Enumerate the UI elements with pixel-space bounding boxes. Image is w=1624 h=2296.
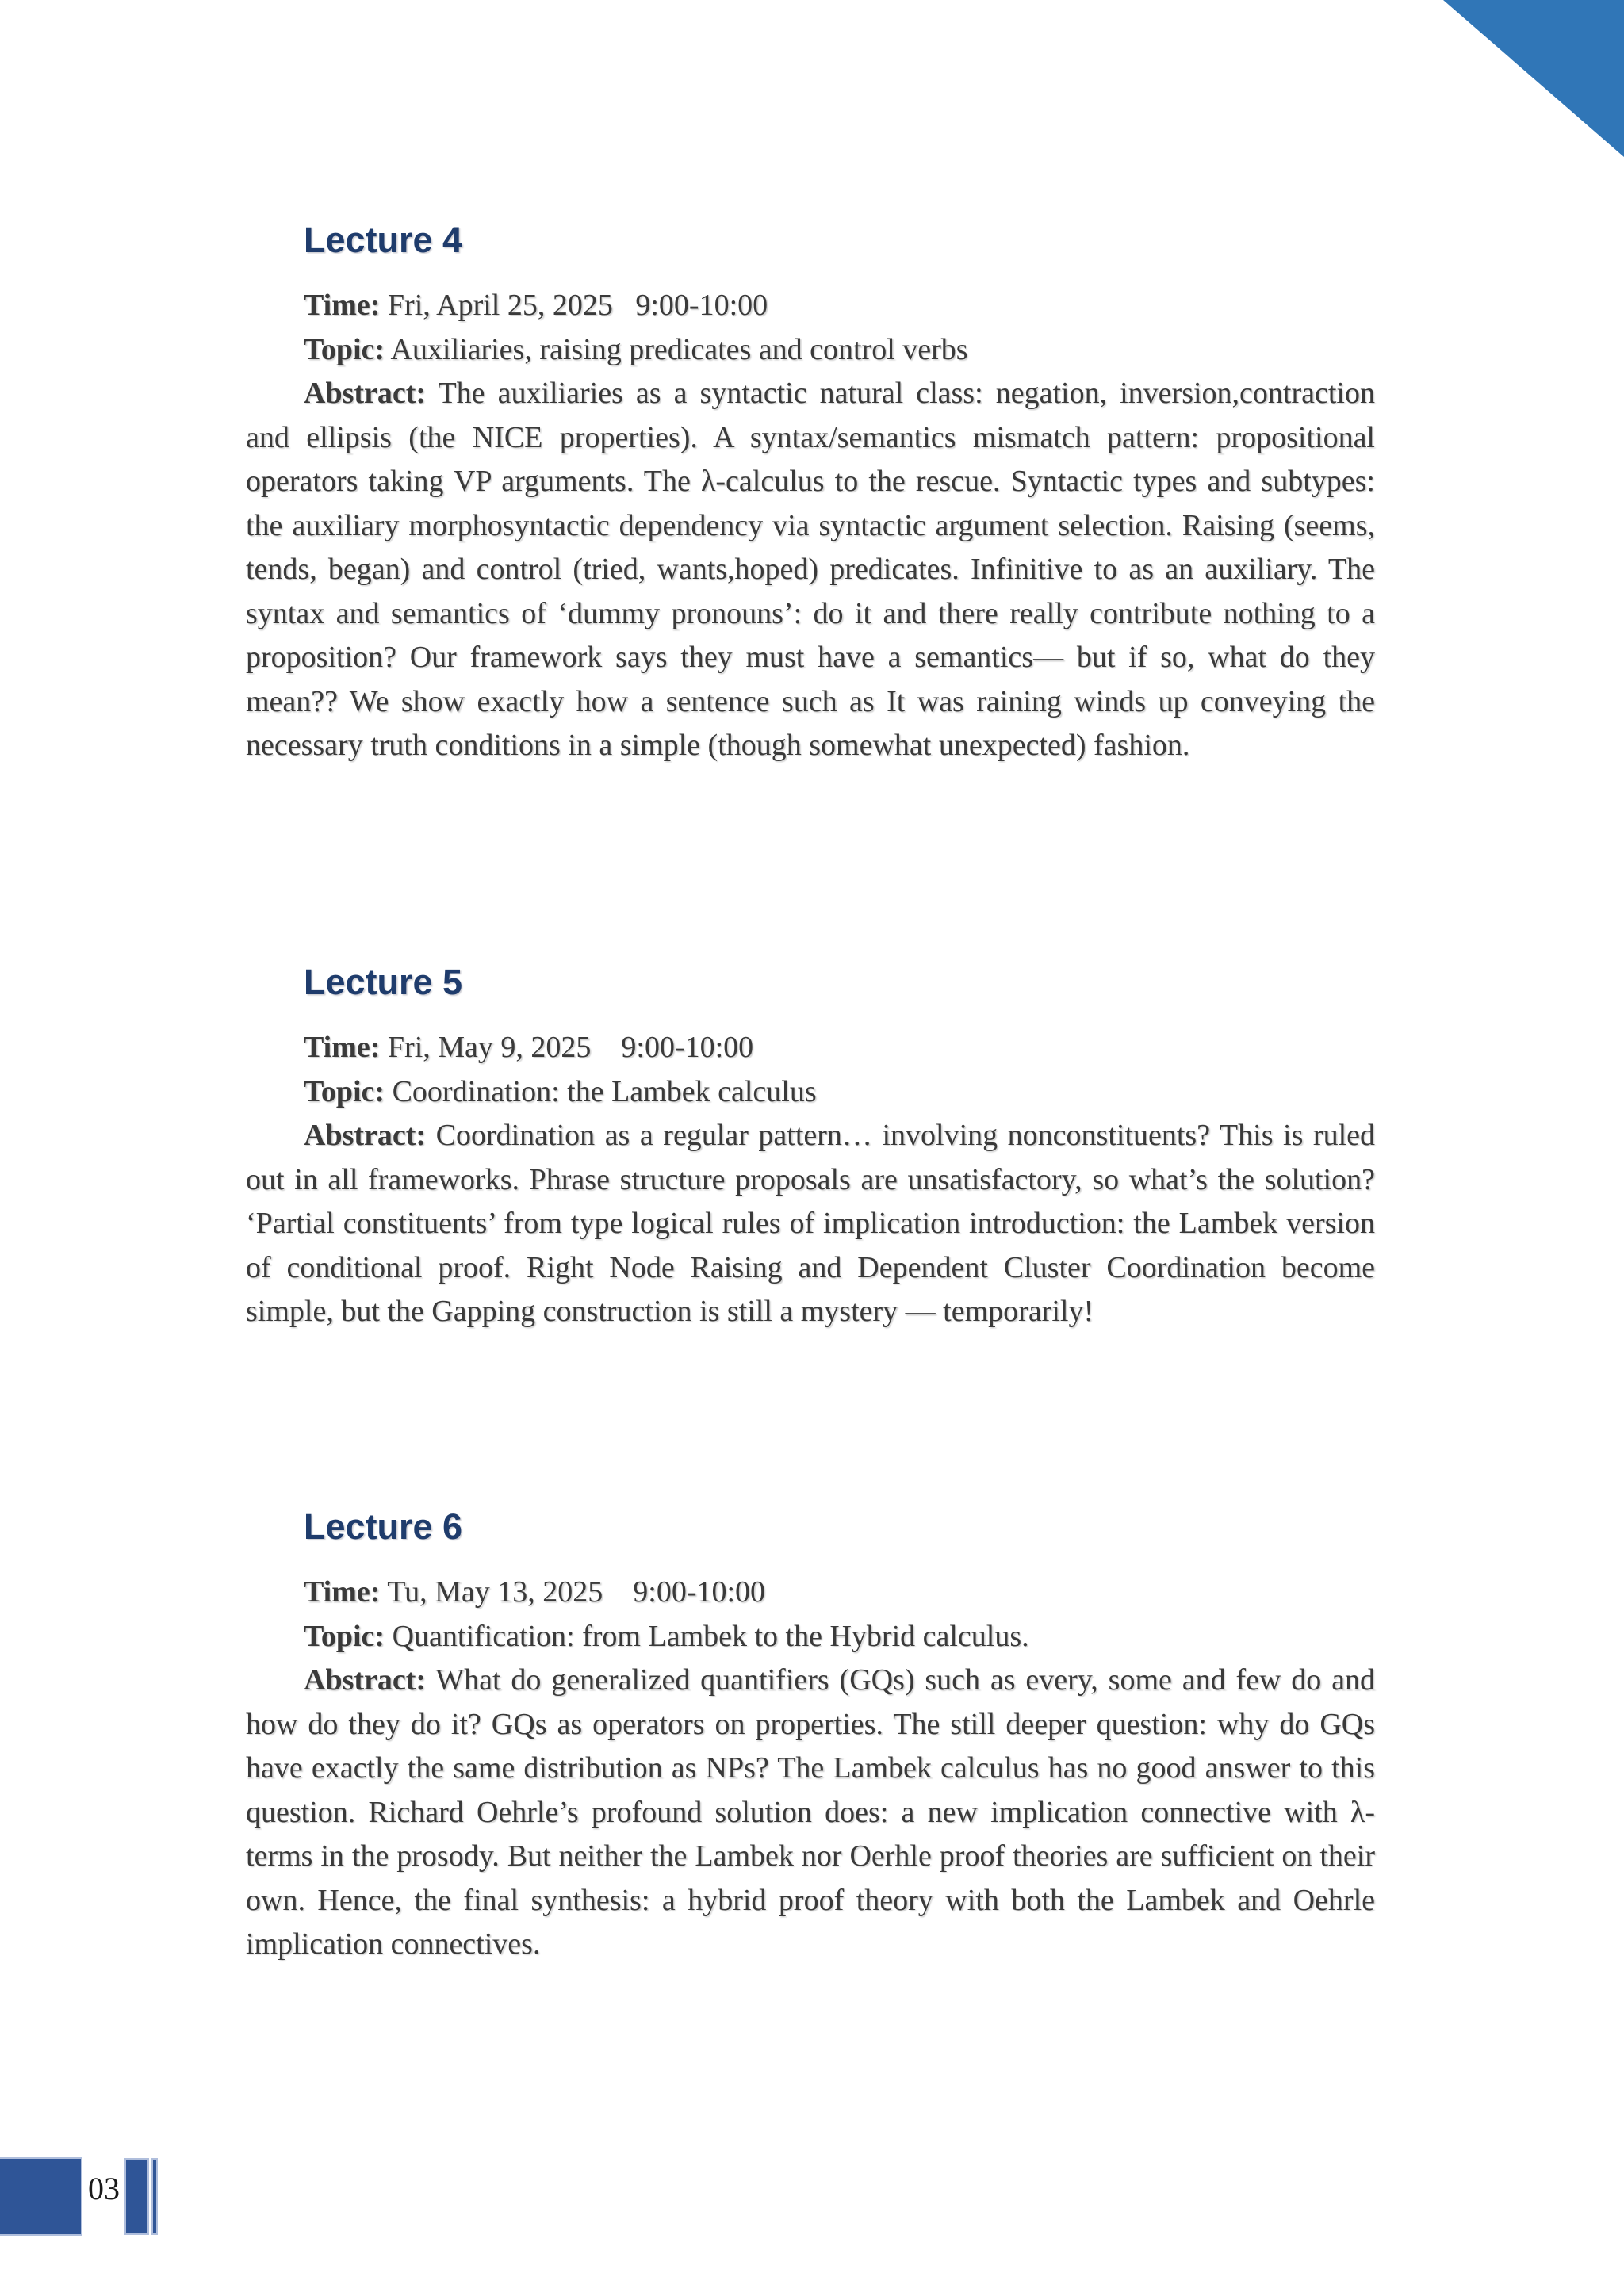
topic-value: Auxiliaries, raising predicates and control verbs: [390, 332, 968, 366]
time-value: Fri, May 9, 2025 9:00-10:00: [387, 1031, 754, 1064]
time-value: Fri, April 25, 2025 9:00-10:00: [387, 289, 768, 322]
time-label: Time:: [304, 289, 381, 322]
time-line: [246, 284, 1375, 328]
abstract-text: Coordination as a regular pattern… involving nonconstituents? This is ruled out in all frameworks. Phrase structure proposals are unsatisfactory, so what’s the solution? ‘Partial constituents’ from type logical rules of implication introduction: the Lambek version of conditional proof. Right Node Raising and Dependent Cluster Coordination become simple, but the Gapping construction is still a mystery — temporarily!: [246, 1119, 1375, 1328]
time-line: [246, 1571, 1375, 1615]
topic-value: Quantification: from Lambek to the Hybrid calculus.: [392, 1619, 1029, 1653]
abstract-paragraph: [246, 372, 1375, 768]
time-label: Time:: [304, 1575, 381, 1609]
lecture-section-4: [246, 221, 1375, 768]
topic-label: Topic:: [304, 1074, 385, 1108]
footer-accent-bar-thin: [151, 2158, 158, 2235]
abstract-label: Abstract:: [304, 1663, 427, 1697]
corner-triangle-decoration: [1443, 0, 1624, 157]
topic-line: [246, 1615, 1375, 1659]
topic-line: [246, 1070, 1375, 1115]
lecture-section-5: [246, 963, 1375, 1334]
time-label: Time:: [304, 1031, 381, 1064]
abstract-paragraph: [246, 1659, 1375, 1967]
footer-accent-block: [0, 2157, 82, 2236]
topic-label: Topic:: [304, 332, 385, 366]
footer-accent-bar: [124, 2158, 149, 2235]
page-number: 03: [88, 2171, 120, 2206]
lecture-heading: Lecture 6: [304, 1506, 463, 1547]
time-value: Tu, May 13, 2025 9:00-10:00: [387, 1575, 766, 1609]
abstract-text: The auxiliaries as a syntactic natural class: negation, inversion,contraction and ellipsis (the NICE properties). A syntax/semantics mismatch pattern: propositional operators taking VP arguments. The λ-calculus to the rescue. Syntactic types and subtypes: the auxiliary morphosyntactic dependency via syntactic argument selection. Raising (seems, tends, began) and control (tried, wants,hoped) predicates. Infinitive to as an auxiliary. The syntax and semantics of ‘dummy pronouns’: do it and there really contribute nothing to a proposition? Our framework says they must have a semantics— but if so, what do they mean?? We show exactly how a sentence such as It was raining winds up conveying the necessary truth conditions in a simple (though somewhat unexpected) fashion.: [246, 377, 1375, 762]
topic-label: Topic:: [304, 1619, 385, 1653]
abstract-label: Abstract:: [304, 1119, 427, 1152]
lecture-heading: Lecture 5: [304, 962, 463, 1002]
topic-value: Coordination: the Lambek calculus: [392, 1074, 817, 1108]
lecture-section-6: [246, 1508, 1375, 1967]
abstract-label: Abstract:: [304, 377, 427, 410]
topic-line: [246, 328, 1375, 373]
time-line: [246, 1026, 1375, 1070]
abstract-paragraph: [246, 1114, 1375, 1334]
abstract-text: What do generalized quantifiers (GQs) such as every, some and few do and how do they do it? GQs as operators on properties. The still deeper question: why do GQs have exactly the same distribution as NPs? The Lambek calculus has no good answer to this question. Richard Oehrle’s profound solution does: a new implication connective with λ-terms in the prosody. But neither the Lambek nor Oerhle proof theories are sufficient on their own. Hence, the final synthesis: a hybrid proof theory with both the Lambek and Oehrle implication connectives.: [246, 1663, 1375, 1961]
lecture-heading: Lecture 4: [304, 220, 463, 260]
